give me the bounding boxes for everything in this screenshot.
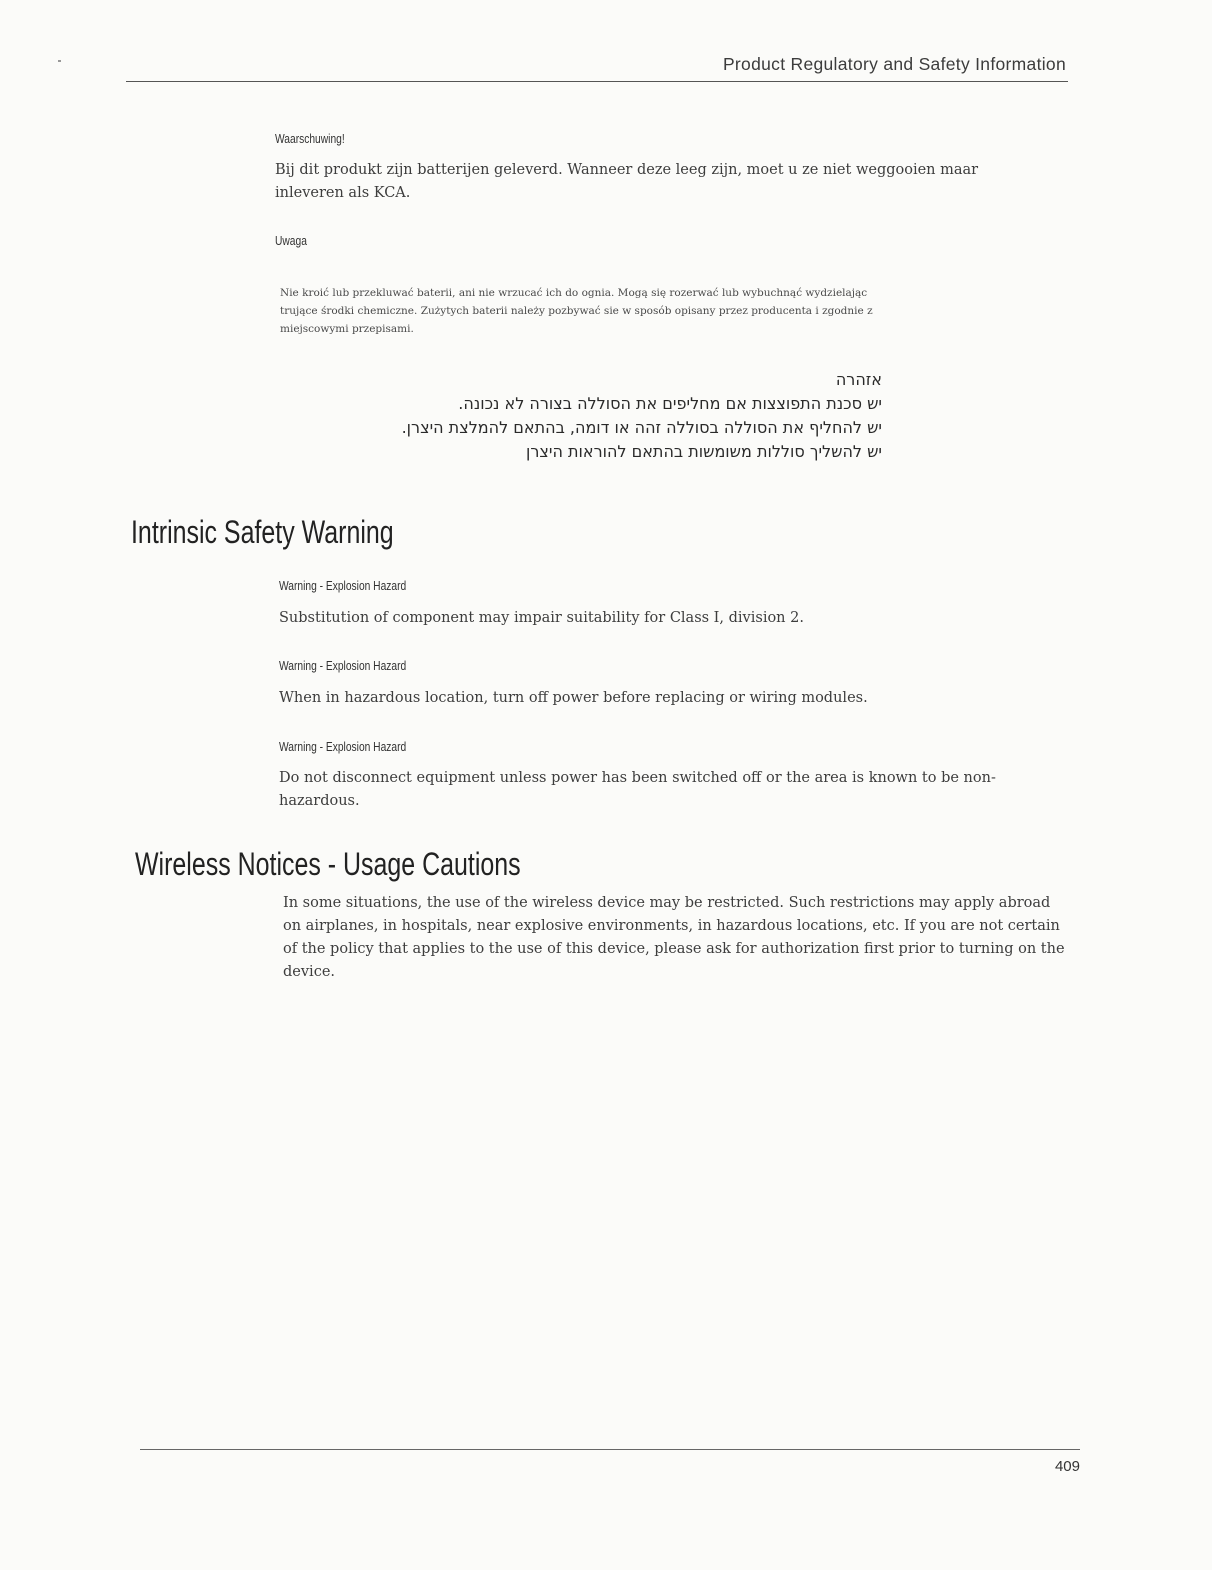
hebrew-warning-line: יש סכנת התפוצצות אם מחליפים את הסוללה בצורה לא נכונה. (458, 394, 882, 413)
scan-speck (58, 60, 61, 62)
dutch-warning-text: Bij dit produkt zijn batterijen geleverd. Wanneer deze leeg zijn, moet u ze niet weggooien maar inleveren als KCA. (275, 162, 979, 201)
polish-warning-text: Nie kroić lub przekluwać baterii, ani nie wrzucać ich do ognia. Mogą się rozerwać lub wybuchnąć wydzielając trujące środki chemiczne. Zużytych baterii należy pozbywać sie w sposób opisany przez producenta i zgodnie z miejscowymi przepisami. (280, 287, 873, 335)
page-number: 409 (1054, 1458, 1080, 1475)
hebrew-warning-title: אזהרה (835, 370, 882, 389)
running-header-title: Product Regulatory and Safety Information (722, 54, 1066, 74)
intrinsic-safety-heading: Intrinsic Safety Warning (131, 514, 394, 550)
dutch-warning-label: Waarschuwing! (275, 132, 345, 146)
explosion-hazard-label: Warning - Explosion Hazard (279, 659, 407, 673)
explosion-hazard-text: Do not disconnect equipment unless power has been switched off or the area is known to be non-hazardous. (279, 770, 996, 809)
explosion-hazard-text: When in hazardous location, turn off power before replacing or wiring modules. (279, 690, 868, 706)
explosion-hazard-text: Substitution of component may impair suitability for Class I, division 2. (279, 610, 804, 626)
hebrew-warning (260, 368, 882, 464)
hebrew-warning-line: יש להשליך סוללות משומשות בהתאם להוראות היצרן (526, 442, 882, 461)
wireless-notices-heading: Wireless Notices - Usage Cautions (135, 846, 521, 882)
footer-rule (140, 1449, 1080, 1450)
wireless-notices-text: In some situations, the use of the wireless device may be restricted. Such restrictions may apply abroad on airplanes, in hospitals, near explosive environments, in hazardous locations, etc. If you are not certain of the policy that applies to the use of this device, please ask for authorization first prior to turning on the device. (283, 895, 1065, 980)
explosion-hazard-label: Warning - Explosion Hazard (279, 740, 407, 754)
explosion-hazard-label: Warning - Explosion Hazard (279, 579, 407, 593)
hebrew-warning-line: יש להחליף את הסוללה בסוללה זהה או דומה, בהתאם להמלצת היצרן. (401, 418, 882, 437)
polish-warning-label: Uwaga (275, 234, 307, 248)
header-rule (126, 81, 1068, 82)
